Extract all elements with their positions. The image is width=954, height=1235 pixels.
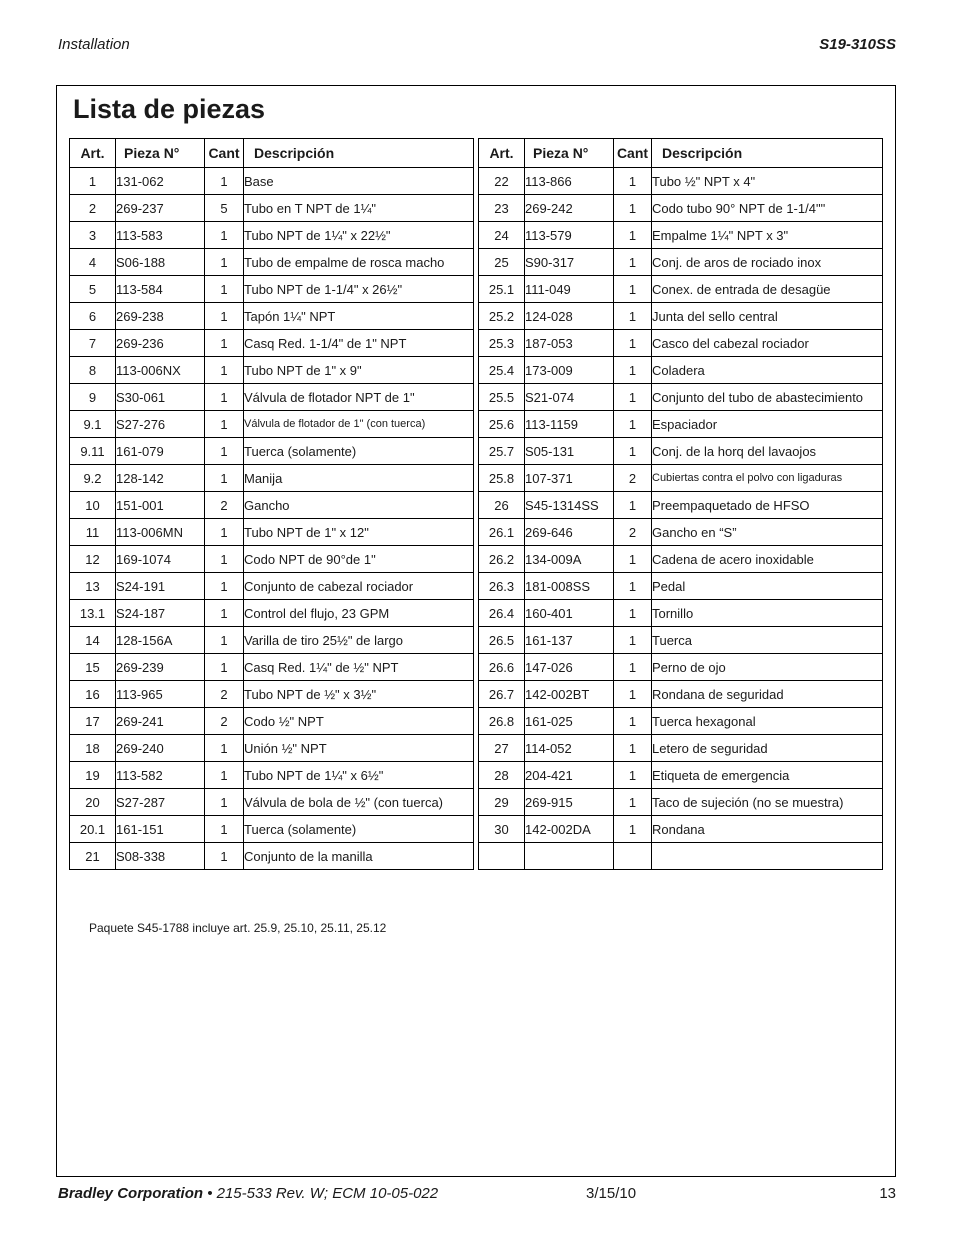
cell-part-number: 169-1074: [116, 546, 205, 573]
table-row: [479, 357, 883, 384]
cell-part-number: 161-151: [116, 816, 205, 843]
table-row: [479, 492, 883, 519]
cell-qty: 1: [205, 519, 244, 546]
cell-description: Letero de seguridad: [652, 735, 883, 762]
table-row: [70, 816, 474, 843]
cell-qty: 1: [205, 465, 244, 492]
cell-part-number: 113-006NX: [116, 357, 205, 384]
cell-art: 21: [70, 843, 116, 870]
cell-art: 22: [479, 168, 525, 195]
header-model: S19-310SS: [819, 36, 896, 53]
cell-description: Unión ½" NPT: [244, 735, 474, 762]
table-row: [479, 168, 883, 195]
cell-part-number: 111-049: [525, 276, 614, 303]
cell-part-number: 113-866: [525, 168, 614, 195]
cell-part-number: 128-142: [116, 465, 205, 492]
cell-part-number: 142-002DA: [525, 816, 614, 843]
cell-qty: 1: [205, 654, 244, 681]
cell-art: 25.3: [479, 330, 525, 357]
cell-part-number: S90-317: [525, 249, 614, 276]
cell-art: [479, 843, 525, 870]
table-row: [70, 573, 474, 600]
col-header-desc: Descripción: [652, 139, 883, 168]
cell-art: 26: [479, 492, 525, 519]
cell-qty: 1: [614, 600, 652, 627]
table-row: [70, 681, 474, 708]
cell-qty: 1: [205, 573, 244, 600]
table-row: [479, 195, 883, 222]
table-row: [479, 276, 883, 303]
cell-qty: 1: [205, 789, 244, 816]
page-number: 13: [879, 1185, 896, 1202]
cell-art: 24: [479, 222, 525, 249]
table-row: [479, 546, 883, 573]
cell-description: Conjunto de la manilla: [244, 843, 474, 870]
footer-company: Bradley Corporation: [58, 1185, 204, 1202]
table-row: [479, 762, 883, 789]
cell-art: 30: [479, 816, 525, 843]
cell-description: Válvula de bola de ½" (con tuerca): [244, 789, 474, 816]
cell-description: Coladera: [652, 357, 883, 384]
table-row: [479, 681, 883, 708]
cell-qty: 1: [614, 681, 652, 708]
cell-description: Tubo NPT de ½" x 3½": [244, 681, 474, 708]
cell-qty: 2: [205, 708, 244, 735]
cell-part-number: 269-915: [525, 789, 614, 816]
cell-part-number: S27-276: [116, 411, 205, 438]
cell-art: 20.1: [70, 816, 116, 843]
cell-part-number: S05-131: [525, 438, 614, 465]
cell-qty: 1: [614, 303, 652, 330]
cell-qty: 1: [205, 222, 244, 249]
table-row: [70, 789, 474, 816]
cell-qty: 1: [614, 168, 652, 195]
cell-art: 29: [479, 789, 525, 816]
cell-description: Taco de sujeción (no se muestra): [652, 789, 883, 816]
cell-art: 23: [479, 195, 525, 222]
table-row: [70, 843, 474, 870]
cell-art: 4: [70, 249, 116, 276]
cell-qty: 1: [205, 843, 244, 870]
table-row: [70, 168, 474, 195]
cell-art: 5: [70, 276, 116, 303]
cell-description: Tuerca (solamente): [244, 438, 474, 465]
cell-qty: 1: [614, 735, 652, 762]
cell-description: Válvula de flotador NPT de 1": [244, 384, 474, 411]
table-row: [70, 600, 474, 627]
cell-art: 9.1: [70, 411, 116, 438]
cell-part-number: 131-062: [116, 168, 205, 195]
cell-qty: 1: [614, 222, 652, 249]
cell-description: Conjunto del tubo de abastecimiento: [652, 384, 883, 411]
table-row: [70, 303, 474, 330]
cell-part-number: 113-584: [116, 276, 205, 303]
table-row: [479, 708, 883, 735]
cell-part-number: 113-579: [525, 222, 614, 249]
cell-description: Rondana de seguridad: [652, 681, 883, 708]
cell-description: Tuerca (solamente): [244, 816, 474, 843]
cell-part-number: 107-371: [525, 465, 614, 492]
cell-part-number: S27-287: [116, 789, 205, 816]
table-row: [479, 735, 883, 762]
cell-art: 25.7: [479, 438, 525, 465]
cell-part-number: 124-028: [525, 303, 614, 330]
cell-qty: 1: [614, 330, 652, 357]
col-header-art: Art.: [70, 139, 116, 168]
table-row: [70, 411, 474, 438]
cell-part-number: 113-1159: [525, 411, 614, 438]
cell-art: 10: [70, 492, 116, 519]
cell-part-number: S21-074: [525, 384, 614, 411]
cell-qty: 2: [614, 465, 652, 492]
cell-description: Tubo NPT de 1¼" x 6½": [244, 762, 474, 789]
cell-description: Válvula de flotador de 1" (con tuerca): [244, 411, 474, 438]
cell-qty: 1: [614, 762, 652, 789]
cell-qty: 1: [614, 816, 652, 843]
cell-description: Cadena de acero inoxidable: [652, 546, 883, 573]
cell-art: 9: [70, 384, 116, 411]
cell-description: Conex. de entrada de desagüe: [652, 276, 883, 303]
cell-art: 14: [70, 627, 116, 654]
cell-art: 9.2: [70, 465, 116, 492]
cell-description: Gancho: [244, 492, 474, 519]
cell-qty: 5: [205, 195, 244, 222]
cell-art: 28: [479, 762, 525, 789]
cell-description: Perno de ojo: [652, 654, 883, 681]
cell-description: Pedal: [652, 573, 883, 600]
cell-art: 19: [70, 762, 116, 789]
table-row: [479, 627, 883, 654]
col-header-art: Art.: [479, 139, 525, 168]
table-row: [479, 789, 883, 816]
parts-table-right: [478, 138, 883, 870]
col-header-part: Pieza N°: [525, 139, 614, 168]
header-section: Installation: [58, 36, 130, 53]
cell-qty: 1: [205, 303, 244, 330]
cell-description: Tubo de empalme de rosca macho: [244, 249, 474, 276]
cell-art: 8: [70, 357, 116, 384]
cell-art: 26.7: [479, 681, 525, 708]
cell-description: Codo tubo 90° NPT de 1-1/4"": [652, 195, 883, 222]
cell-part-number: 151-001: [116, 492, 205, 519]
table-row: [70, 276, 474, 303]
footer-date: 3/15/10: [586, 1185, 637, 1202]
cell-qty: 1: [614, 573, 652, 600]
cell-description: Empalme 1¼" NPT x 3": [652, 222, 883, 249]
cell-part-number: 204-421: [525, 762, 614, 789]
table-row: [70, 735, 474, 762]
cell-qty: 2: [205, 492, 244, 519]
cell-qty: 1: [614, 492, 652, 519]
cell-part-number: 187-053: [525, 330, 614, 357]
cell-part-number: 269-242: [525, 195, 614, 222]
cell-part-number: 147-026: [525, 654, 614, 681]
parts-table-left: [69, 138, 474, 870]
cell-description: Manija: [244, 465, 474, 492]
cell-description: Varilla de tiro 25½" de largo: [244, 627, 474, 654]
cell-description: Tubo NPT de 1" x 12": [244, 519, 474, 546]
cell-art: 26.4: [479, 600, 525, 627]
cell-description: Base: [244, 168, 474, 195]
table-row: [479, 654, 883, 681]
table-row: [479, 438, 883, 465]
cell-art: 25.1: [479, 276, 525, 303]
cell-art: 9.11: [70, 438, 116, 465]
table-row: [479, 573, 883, 600]
cell-part-number: S08-338: [116, 843, 205, 870]
table-row: [70, 195, 474, 222]
cell-part-number: 269-240: [116, 735, 205, 762]
cell-art: 25.4: [479, 357, 525, 384]
cell-qty: 2: [205, 681, 244, 708]
table-row: [479, 600, 883, 627]
cell-qty: 1: [205, 816, 244, 843]
cell-part-number: 161-079: [116, 438, 205, 465]
cell-art: 25: [479, 249, 525, 276]
table-row: [70, 627, 474, 654]
cell-qty: 1: [205, 276, 244, 303]
cell-part-number: 114-052: [525, 735, 614, 762]
cell-art: 16: [70, 681, 116, 708]
cell-part-number: S24-187: [116, 600, 205, 627]
cell-part-number: 113-582: [116, 762, 205, 789]
cell-description: Espaciador: [652, 411, 883, 438]
cell-art: 25.5: [479, 384, 525, 411]
table-row: [70, 492, 474, 519]
cell-art: 3: [70, 222, 116, 249]
cell-part-number: 269-239: [116, 654, 205, 681]
table-row: [479, 249, 883, 276]
cell-qty: 1: [614, 708, 652, 735]
table-row: [70, 546, 474, 573]
cell-description: Casco del cabezal rociador: [652, 330, 883, 357]
cell-part-number: 142-002BT: [525, 681, 614, 708]
cell-qty: 1: [205, 384, 244, 411]
cell-description: [652, 843, 883, 870]
table-row: [70, 330, 474, 357]
cell-art: 6: [70, 303, 116, 330]
cell-description: Casq Red. 1-1/4" de 1" NPT: [244, 330, 474, 357]
cell-qty: 1: [205, 357, 244, 384]
cell-art: 25.6: [479, 411, 525, 438]
cell-art: 26.1: [479, 519, 525, 546]
cell-art: 7: [70, 330, 116, 357]
cell-part-number: 113-965: [116, 681, 205, 708]
cell-qty: 1: [614, 438, 652, 465]
cell-art: 18: [70, 735, 116, 762]
cell-description: Etiqueta de emergencia: [652, 762, 883, 789]
cell-part-number: 128-156A: [116, 627, 205, 654]
cell-qty: 1: [614, 276, 652, 303]
cell-art: 26.6: [479, 654, 525, 681]
table-row: [70, 249, 474, 276]
table-row: [70, 519, 474, 546]
cell-description: Conjunto de cabezal rociador: [244, 573, 474, 600]
cell-description: Rondana: [652, 816, 883, 843]
cell-part-number: 269-238: [116, 303, 205, 330]
cell-qty: 1: [205, 627, 244, 654]
cell-art: 26.8: [479, 708, 525, 735]
cell-description: Preempaquetado de HFSO: [652, 492, 883, 519]
cell-qty: 1: [205, 330, 244, 357]
cell-qty: 1: [614, 789, 652, 816]
cell-description: Casq Red. 1¼" de ½" NPT: [244, 654, 474, 681]
table-row: [70, 438, 474, 465]
table-row: [479, 222, 883, 249]
cell-part-number: 269-646: [525, 519, 614, 546]
cell-art: 12: [70, 546, 116, 573]
cell-qty: 1: [205, 438, 244, 465]
cell-qty: 1: [205, 411, 244, 438]
table-header-row: [479, 139, 883, 168]
cell-art: 26.3: [479, 573, 525, 600]
cell-description: Tubo NPT de 1-1/4" x 26½": [244, 276, 474, 303]
col-header-desc: Descripción: [244, 139, 474, 168]
cell-description: Codo NPT de 90°de 1": [244, 546, 474, 573]
cell-qty: 1: [614, 411, 652, 438]
cell-qty: 1: [205, 762, 244, 789]
cell-description: Codo ½" NPT: [244, 708, 474, 735]
cell-part-number: S06-188: [116, 249, 205, 276]
cell-part-number: 113-583: [116, 222, 205, 249]
col-header-qty: Cant: [614, 139, 652, 168]
footer-doc-number: • 215-533 Rev. W; ECM 10-05-022: [203, 1185, 439, 1202]
cell-part-number: 269-236: [116, 330, 205, 357]
cell-part-number: 160-401: [525, 600, 614, 627]
table-row: [70, 762, 474, 789]
table-row: [479, 330, 883, 357]
cell-art: 11: [70, 519, 116, 546]
table-row: [70, 357, 474, 384]
cell-qty: 1: [205, 600, 244, 627]
col-header-part: Pieza N°: [116, 139, 205, 168]
cell-art: 25.8: [479, 465, 525, 492]
table-row: [479, 816, 883, 843]
cell-art: 1: [70, 168, 116, 195]
cell-part-number: S24-191: [116, 573, 205, 600]
page-title: Lista de piezas: [73, 94, 266, 124]
cell-art: 20: [70, 789, 116, 816]
table-row: [479, 411, 883, 438]
table-row: [70, 465, 474, 492]
cell-description: Gancho en “S”: [652, 519, 883, 546]
cell-art: 2: [70, 195, 116, 222]
cell-part-number: 161-025: [525, 708, 614, 735]
cell-qty: 2: [614, 519, 652, 546]
cell-part-number: 113-006MN: [116, 519, 205, 546]
cell-art: 26.2: [479, 546, 525, 573]
cell-art: 25.2: [479, 303, 525, 330]
cell-qty: 1: [614, 627, 652, 654]
cell-part-number: 173-009: [525, 357, 614, 384]
cell-description: Junta del sello central: [652, 303, 883, 330]
footer-doc-info: [58, 1185, 438, 1202]
cell-qty: 1: [205, 735, 244, 762]
package-note: Paquete S45-1788 incluye art. 25.9, 25.10, 25.11, 25.12: [89, 921, 387, 935]
table-row: [70, 708, 474, 735]
col-header-qty: Cant: [205, 139, 244, 168]
cell-part-number: S45-1314SS: [525, 492, 614, 519]
cell-description: Cubiertas contra el polvo con ligaduras: [652, 465, 883, 492]
cell-part-number: 269-237: [116, 195, 205, 222]
cell-description: Tapón 1¼" NPT: [244, 303, 474, 330]
table-row: [70, 654, 474, 681]
table-row: [70, 384, 474, 411]
cell-part-number: 134-009A: [525, 546, 614, 573]
cell-art: 13: [70, 573, 116, 600]
cell-art: 26.5: [479, 627, 525, 654]
cell-description: Control del flujo, 23 GPM: [244, 600, 474, 627]
cell-art: 17: [70, 708, 116, 735]
cell-part-number: S30-061: [116, 384, 205, 411]
cell-art: 13.1: [70, 600, 116, 627]
cell-description: Tuerca hexagonal: [652, 708, 883, 735]
cell-description: Tubo en T NPT de 1¼": [244, 195, 474, 222]
table-row: [479, 519, 883, 546]
cell-qty: [614, 843, 652, 870]
cell-part-number: 269-241: [116, 708, 205, 735]
cell-qty: 1: [205, 546, 244, 573]
cell-description: Tuerca: [652, 627, 883, 654]
cell-qty: 1: [205, 249, 244, 276]
cell-qty: 1: [614, 357, 652, 384]
cell-description: Tubo NPT de 1" x 9": [244, 357, 474, 384]
table-header-row: [70, 139, 474, 168]
cell-description: Tubo NPT de 1¼" x 22½": [244, 222, 474, 249]
cell-qty: 1: [614, 654, 652, 681]
cell-qty: 1: [614, 195, 652, 222]
table-row: [479, 465, 883, 492]
cell-qty: 1: [614, 384, 652, 411]
cell-part-number: 161-137: [525, 627, 614, 654]
cell-part-number: [525, 843, 614, 870]
table-row: [479, 303, 883, 330]
cell-qty: 1: [614, 546, 652, 573]
cell-art: 15: [70, 654, 116, 681]
cell-description: Conj. de la horq del lavaojos: [652, 438, 883, 465]
cell-qty: 1: [205, 168, 244, 195]
cell-qty: 1: [614, 249, 652, 276]
table-row: [479, 843, 883, 870]
table-row: [479, 384, 883, 411]
cell-description: Tornillo: [652, 600, 883, 627]
table-row: [70, 222, 474, 249]
cell-description: Tubo ½" NPT x 4": [652, 168, 883, 195]
cell-part-number: 181-008SS: [525, 573, 614, 600]
cell-description: Conj. de aros de rociado inox: [652, 249, 883, 276]
cell-art: 27: [479, 735, 525, 762]
